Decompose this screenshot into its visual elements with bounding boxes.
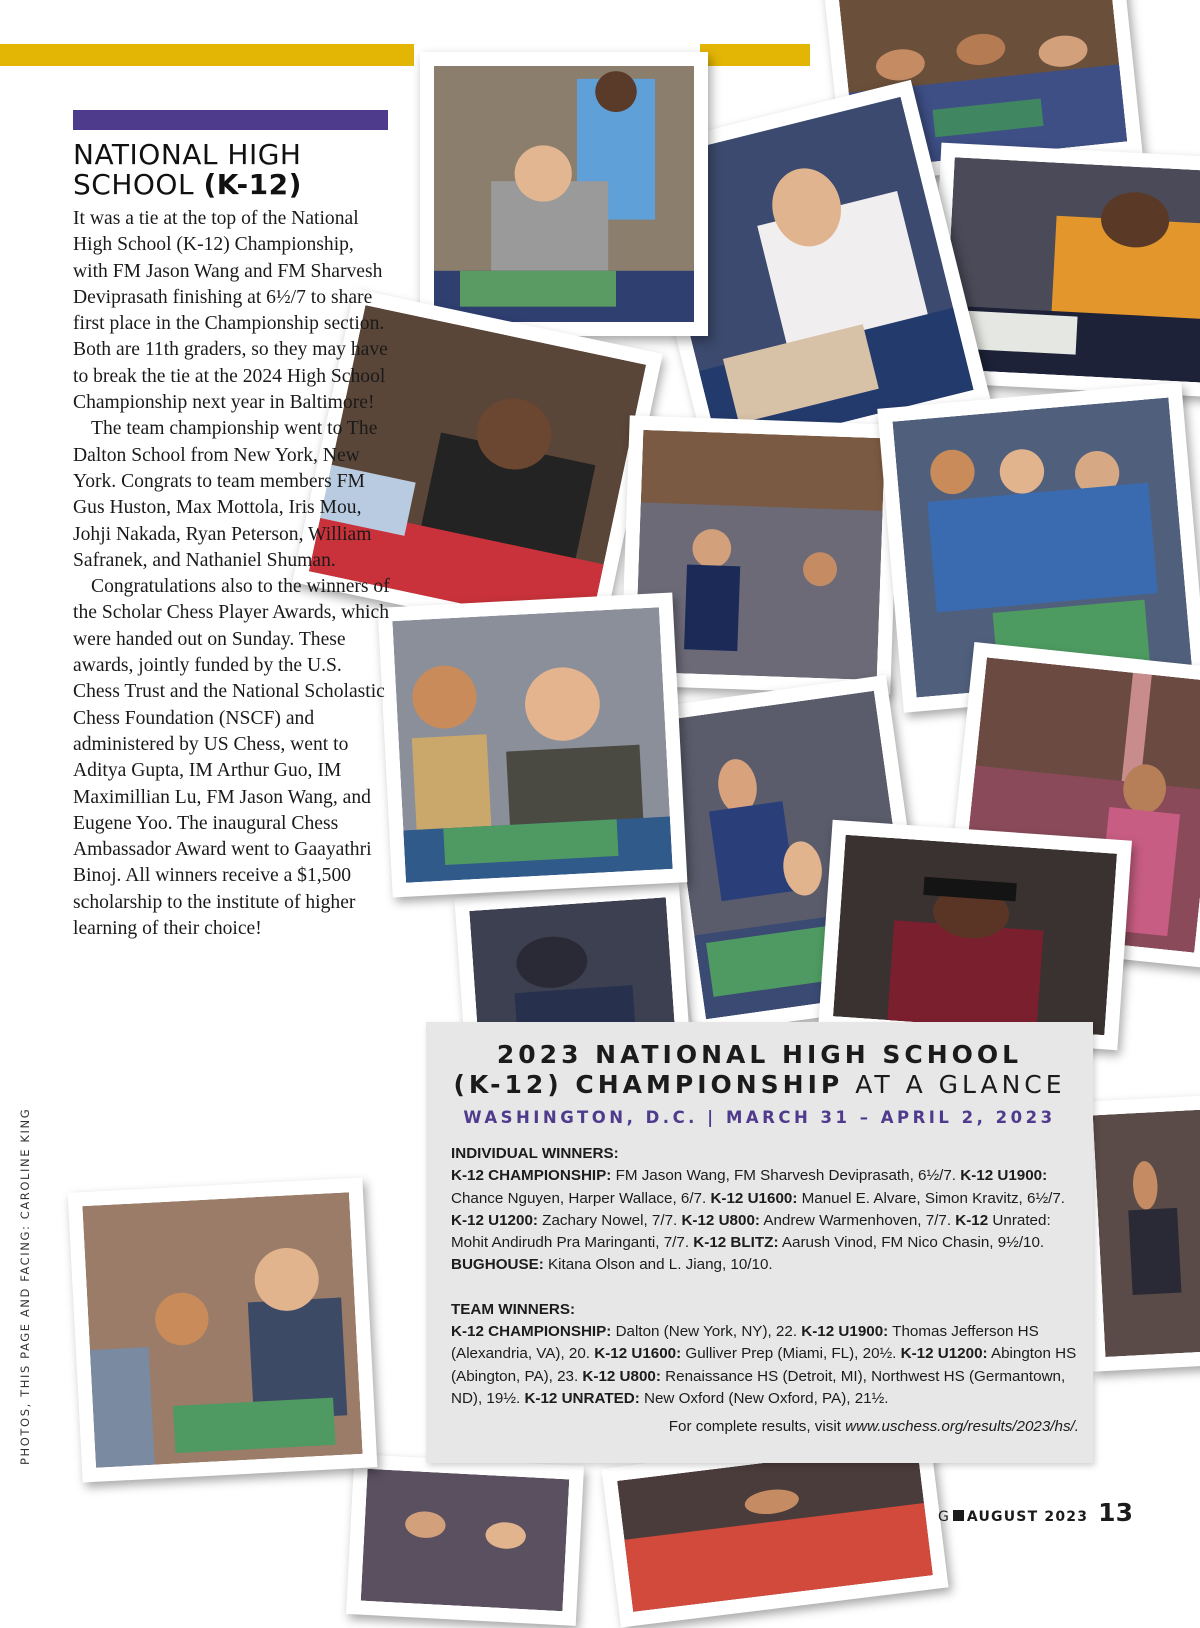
result-category: K-12 — [955, 1211, 989, 1229]
glance-title: 2023 NATIONAL HIGH SCHOOL (K-12) CHAMPIONSHIP AT A GLANCE — [453, 1040, 1066, 1099]
result-winners: New Oxford (New Oxford, PA), 21½. — [639, 1389, 889, 1407]
result-category: K-12 BLITZ: — [693, 1234, 779, 1252]
at-a-glance-panel — [426, 1022, 1093, 1463]
article-paragraph: The team championship went to The Dalton School from New York, New York. Congrats to team members FM Gus Huston, Max Mottola, Iris Mou, Johji Nakada, Ryan Peterson, William Safranek, and Nathaniel Shuman. — [73, 418, 378, 571]
square-bullet-icon — [953, 1510, 964, 1521]
result-winners: Manuel E. Alvare, Simon Kravitz, 6½/7. — [797, 1189, 1065, 1207]
result-category: K-12 U800: — [681, 1211, 760, 1229]
team-winners-heading: TEAM WINNERS: — [451, 1300, 576, 1318]
page-footer: G AUGUST 2023 13 — [938, 1498, 1133, 1527]
result-category: K-12 UNRATED: — [524, 1389, 640, 1407]
issue-date: AUGUST 2023 — [966, 1509, 1089, 1525]
photo-player-maroon-hoodie — [818, 820, 1132, 1050]
individual-winners-list — [451, 1165, 1079, 1276]
result-winners: Zachary Nowel, 7/7. — [537, 1211, 682, 1229]
result-winners: Thomas Jefferson HS (Alexandria, VA), 20. — [451, 1323, 1039, 1363]
result-category: K-12 U800: — [582, 1367, 661, 1385]
article-paragraph: It was a tie at the top of the National High School (K-12) Championship, with FM Jason Wang and FM Sharvesh Deviprasath finishing at 6½/7 to share first place in the Championship section. Both are 11th graders, so they may have to break the tie at the 2024 High School Championship next year in Baltimore! — [73, 208, 388, 414]
result-category: K-12 U1600: — [594, 1345, 682, 1363]
result-category: K-12 U1200: — [451, 1211, 538, 1229]
result-category: K-12 U1200: — [900, 1345, 988, 1363]
photo-boy-playing-move — [378, 592, 688, 897]
result-category: K-12 CHAMPIONSHIP: — [451, 1323, 612, 1341]
glance-results — [451, 1143, 1079, 1439]
result-winners: Gulliver Prep (Miami, FL), 20½. — [681, 1345, 901, 1363]
result-category: K-12 U1900: — [960, 1167, 1048, 1185]
result-winners: Abington HS (Abington, PA), 23. — [451, 1345, 1077, 1385]
result-winners: Unrated: Mohit Andirudh Pra Maringanti, 7/7. — [451, 1211, 1051, 1252]
results-link-line: For complete results, visit www.uschess.org/results/2023/hs/. — [668, 1418, 1079, 1436]
photo-teen-playing-blitz — [68, 1177, 378, 1482]
result-winners: Renaissance HS (Detroit, MI), Northwest HS (Germantown, ND), 19½. — [451, 1367, 1066, 1407]
result-winners: Aarush Vinod, FM Nico Chasin, 9½/10. — [778, 1234, 1045, 1252]
article-paragraph: Congratulations also to the winners of the Scholar Chess Player Awards, which were handed out on Sunday. These awards, jointly funded by the U.S. Chess Trust and the National Scholastic Chess Foundation (NSCF) and administered by US Chess, went to Aditya Gupta, IM Arthur Guo, IM Maximillian Lu, FM Jason Wang, and Eugene Yoo. The inaugural Chess Ambassador Award went to Gaayathri Binoj. All winners receive a $1,500 scholarship to the institute of higher learning of their choice! — [73, 576, 390, 940]
photo-credit: PHOTOS, THIS PAGE AND FACING: CAROLINE KING — [18, 1107, 32, 1465]
glance-subtitle: WASHINGTON, D.C. | MARCH 31 – APRIL 2, 2023 — [463, 1108, 1056, 1127]
result-winners: Dalton (New York, NY), 22. — [611, 1323, 802, 1341]
result-category: K-12 CHAMPIONSHIP: — [451, 1167, 612, 1185]
result-winners: Chance Nguyen, Harper Wallace, 6/7. — [451, 1189, 711, 1207]
individual-winners-heading: INDIVIDUAL WINNERS: — [451, 1145, 619, 1162]
photo-boy-chin-on-hand — [420, 52, 708, 336]
result-category: K-12 U1900: — [801, 1323, 889, 1341]
article-body — [73, 206, 391, 1174]
result-winners: Andrew Warmenhoven, 7/7. — [759, 1211, 956, 1229]
purple-accent-bar — [73, 110, 388, 130]
result-category: BUGHOUSE: — [451, 1256, 544, 1274]
results-link[interactable]: www.uschess.org/results/2023/hs/. — [845, 1418, 1079, 1436]
result-category: K-12 U1600: — [710, 1189, 798, 1207]
team-winners-list — [451, 1321, 1079, 1410]
result-winners: FM Jason Wang, FM Sharvesh Deviprasath, 6½/7. — [611, 1167, 961, 1185]
photo-bottom-crowd-left — [346, 1454, 584, 1626]
result-winners: Kitana Olson and L. Jiang, 10/10. — [543, 1256, 773, 1274]
page-number: 13 — [1098, 1498, 1133, 1527]
gold-accent-bar — [0, 44, 414, 66]
gold-accent-bar-right — [700, 44, 810, 66]
photo-right-edge-hall — [1078, 1094, 1200, 1371]
article-headline: NATIONAL HIGH SCHOOL (K-12) — [73, 138, 302, 201]
